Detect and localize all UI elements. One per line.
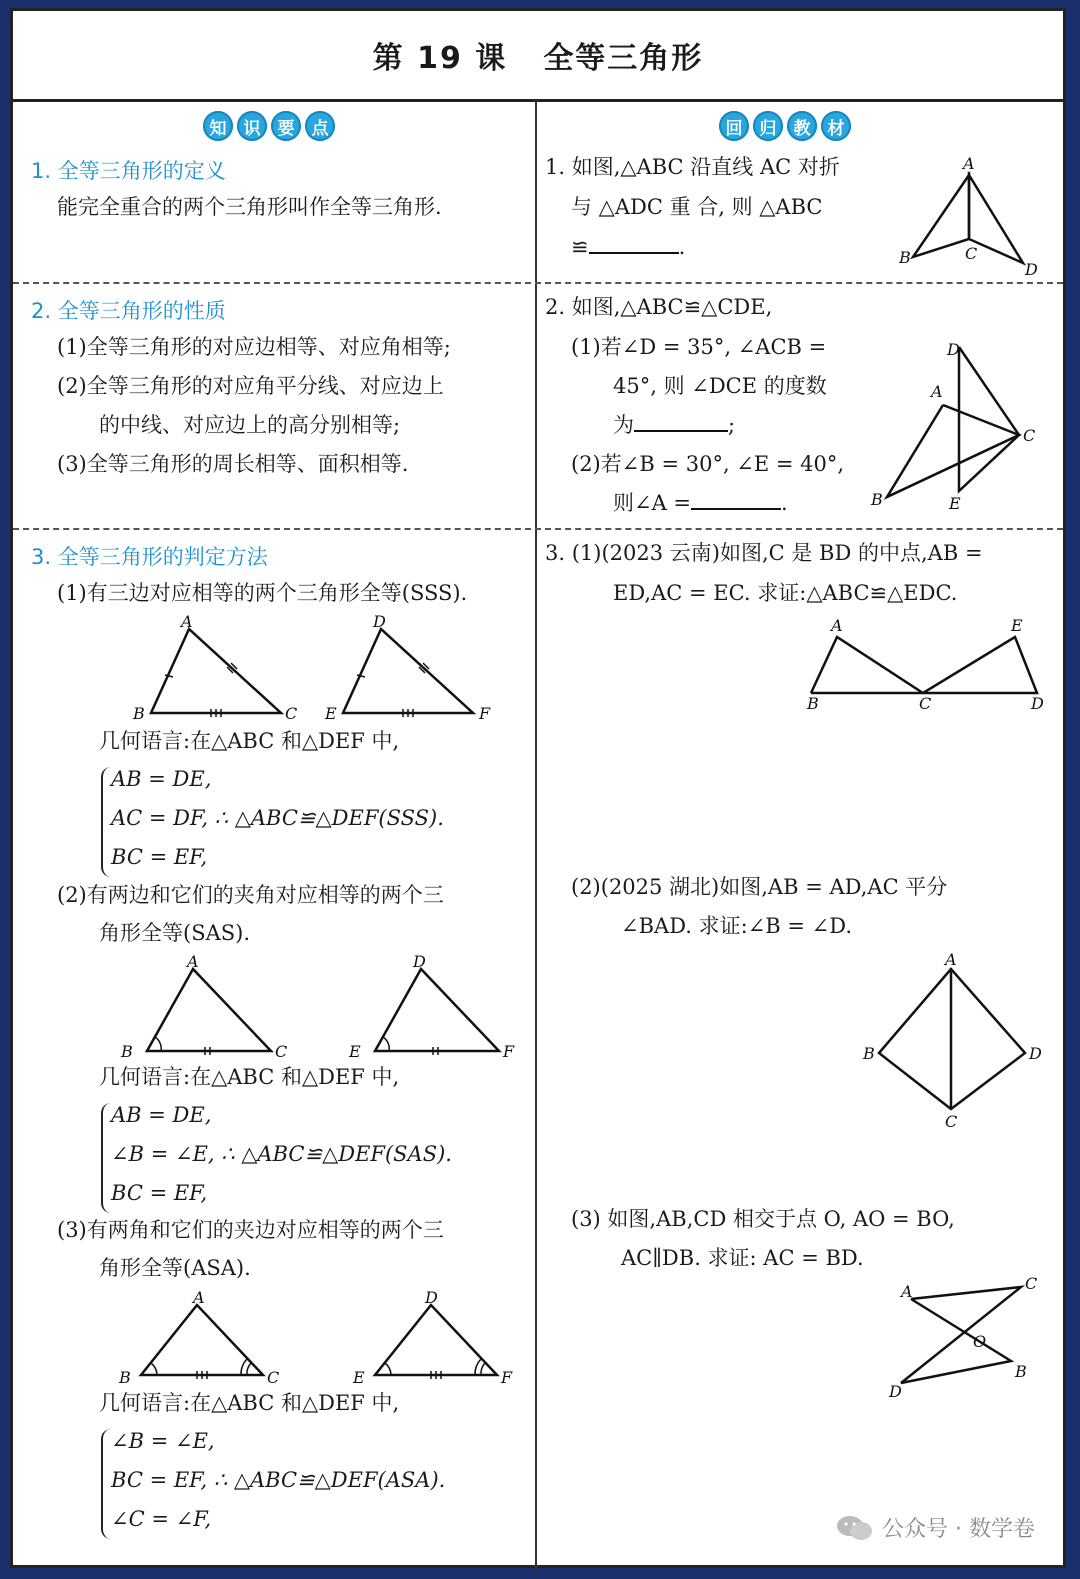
row-divider-2	[13, 528, 1063, 530]
sas-label-c: C	[275, 1042, 288, 1061]
knowledge-points-header	[203, 111, 335, 141]
q3-part3-line1: (3) 如图,AB,CD 相交于点 O, AO = BO,	[571, 1207, 955, 1231]
sas-label-e: E	[349, 1042, 361, 1061]
section-3-title: 3. 全等三角形的判定方法	[31, 545, 268, 569]
q1-label-c: C	[965, 244, 978, 263]
sss-geo-lang: 几何语言:在△ABC 和△DEF 中,	[99, 729, 400, 753]
answer-blank[interactable]	[691, 508, 781, 510]
sas-label-b: B	[121, 1042, 133, 1061]
q2-label-e: E	[949, 494, 961, 513]
sas-label-f: F	[503, 1042, 515, 1061]
page-title	[13, 11, 1063, 102]
sss-label-e: E	[325, 704, 337, 723]
q3p3-label-d: D	[889, 1382, 902, 1401]
badge: 材	[821, 111, 851, 141]
sss-label-f: F	[479, 704, 491, 723]
q2-line3: 45°, 则 ∠DCE 的度数	[613, 374, 827, 398]
sss-cond-1: AB = DE,	[111, 767, 212, 791]
badge: 点	[305, 111, 335, 141]
q2-line4: 为 ;	[613, 413, 736, 437]
q3p3-label-a: A	[901, 1282, 913, 1301]
sss-title: (1)有三边对应相等的两个三角形全等(SSS).	[57, 581, 468, 605]
worksheet-frame	[10, 8, 1066, 1568]
q2-label-d: D	[947, 340, 960, 359]
asa-label-d: D	[425, 1288, 438, 1307]
asa-brace	[101, 1429, 111, 1539]
q1-label-d: D	[1025, 260, 1038, 279]
asa-geo-lang: 几何语言:在△ABC 和△DEF 中,	[99, 1391, 400, 1415]
watermark	[836, 1512, 1035, 1543]
sas-label-a: A	[187, 952, 199, 971]
sas-label-d: D	[413, 952, 426, 971]
sss-cond-3: BC = EF,	[111, 845, 208, 869]
sss-figures	[131, 612, 511, 725]
q3p1-label-b: B	[807, 694, 819, 713]
asa-cond-3: ∠C = ∠F,	[111, 1507, 212, 1531]
q2-label-b: B	[871, 490, 883, 509]
q1-line2: 与 △ADC 重 合, 则 △ABC	[571, 195, 823, 219]
asa-label-b: B	[119, 1368, 131, 1387]
answer-blank[interactable]	[634, 430, 728, 432]
lesson-topic: 全等三角形	[543, 41, 704, 76]
property-2: (2)全等三角形的对应角平分线、对应边上	[57, 374, 444, 398]
sss-label-c: C	[285, 704, 298, 723]
sas-geo-lang: 几何语言:在△ABC 和△DEF 中,	[99, 1065, 400, 1089]
lesson-number: 第 19 课	[372, 41, 508, 76]
section-1-body: 能完全重合的两个三角形叫作全等三角形.	[57, 195, 442, 219]
textbook-review-header	[719, 111, 851, 141]
asa-label-f: F	[501, 1368, 513, 1387]
asa-title-2: 角形全等(ASA).	[99, 1256, 251, 1280]
badge: 回	[719, 111, 749, 141]
asa-cond-2: BC = EF, ∴ △ABC≌△DEF(ASA).	[111, 1468, 446, 1492]
asa-label-e: E	[353, 1368, 365, 1387]
badge: 归	[753, 111, 783, 141]
sss-label-d: D	[373, 612, 386, 631]
sas-figures	[113, 952, 523, 1065]
badge: 要	[271, 111, 301, 141]
sss-label-a: A	[181, 612, 193, 631]
sss-label-b: B	[133, 704, 145, 723]
q3p2-label-c: C	[945, 1112, 958, 1131]
q3-part2-line1: (2)(2025 湖北)如图,AB = AD,AC 平分	[571, 875, 948, 899]
q3p2-label-d: D	[1029, 1044, 1042, 1063]
q3p3-label-c: C	[1025, 1274, 1038, 1293]
q2-line1: 2. 如图,△ABC≌△CDE,	[545, 295, 773, 319]
sas-brace	[101, 1103, 111, 1213]
q2-line6: 则∠A = .	[613, 491, 788, 515]
q3-part3-line2: AC∥DB. 求证: AC = BD.	[621, 1246, 864, 1270]
q3p2-label-b: B	[863, 1044, 875, 1063]
sas-title-1: (2)有两边和它们的夹角对应相等的两个三	[57, 883, 444, 907]
sas-title-2: 角形全等(SAS).	[99, 921, 250, 945]
asa-title-1: (3)有两角和它们的夹边对应相等的两个三	[57, 1218, 444, 1242]
q2-label-a: A	[931, 382, 943, 401]
column-divider	[535, 99, 537, 1571]
answer-blank[interactable]	[589, 252, 679, 254]
row-divider-1	[13, 282, 1063, 284]
q2-line2: (1)若∠D = 35°, ∠ACB =	[571, 335, 827, 359]
q2-line5: (2)若∠B = 30°, ∠E = 40°,	[571, 452, 845, 476]
q3p1-label-d: D	[1031, 694, 1044, 713]
section-1-title: 1. 全等三角形的定义	[31, 159, 226, 183]
q3-part1-line1: 3. (1)(2023 云南)如图,C 是 BD 的中点,AB =	[545, 541, 983, 565]
q3p1-label-c: C	[919, 694, 932, 713]
q3-part1-line2: ED,AC = EC. 求证:△ABC≌△EDC.	[613, 581, 958, 605]
asa-figures	[113, 1288, 523, 1391]
asa-label-a: A	[193, 1288, 205, 1307]
sas-cond-1: AB = DE,	[111, 1103, 212, 1127]
sas-cond-3: BC = EF,	[111, 1181, 208, 1205]
badge: 识	[237, 111, 267, 141]
watermark-text: 公众号 · 数学卷	[882, 1517, 1035, 1542]
wechat-icon	[836, 1513, 874, 1543]
q3p1-label-a: A	[831, 616, 843, 635]
q3-part3-figure	[883, 1273, 1043, 1403]
q1-line1: 1. 如图,△ABC 沿直线 AC 对折	[545, 155, 840, 179]
q3-part1-figure	[793, 617, 1053, 717]
badge: 知	[203, 111, 233, 141]
property-3: (3)全等三角形的周长相等、面积相等.	[57, 452, 409, 476]
q3-part2-line2: ∠BAD. 求证:∠B = ∠D.	[621, 914, 853, 938]
asa-label-c: C	[267, 1368, 280, 1387]
q3-part2-figure	[863, 951, 1043, 1131]
badge: 教	[787, 111, 817, 141]
q3p1-label-e: E	[1011, 616, 1023, 635]
sss-cond-2: AC = DF, ∴ △ABC≌△DEF(SSS).	[111, 806, 444, 830]
q1-line3: ≌ .	[571, 235, 686, 259]
sss-brace	[101, 767, 111, 877]
q1-label-a: A	[963, 154, 975, 173]
property-2-cont: 的中线、对应边上的高分别相等;	[99, 413, 401, 437]
q1-label-b: B	[899, 248, 911, 267]
property-1: (1)全等三角形的对应边相等、对应角相等;	[57, 335, 451, 359]
sas-cond-2: ∠B = ∠E, ∴ △ABC≌△DEF(SAS).	[111, 1142, 452, 1166]
section-2-title: 2. 全等三角形的性质	[31, 299, 226, 323]
q2-figure	[863, 329, 1043, 519]
q3p2-label-a: A	[945, 950, 957, 969]
asa-cond-1: ∠B = ∠E,	[111, 1429, 215, 1453]
q3p3-label-o: O	[973, 1332, 987, 1351]
q1-figure	[893, 154, 1043, 279]
q2-label-c: C	[1023, 426, 1036, 445]
q3p3-label-b: B	[1015, 1362, 1027, 1381]
